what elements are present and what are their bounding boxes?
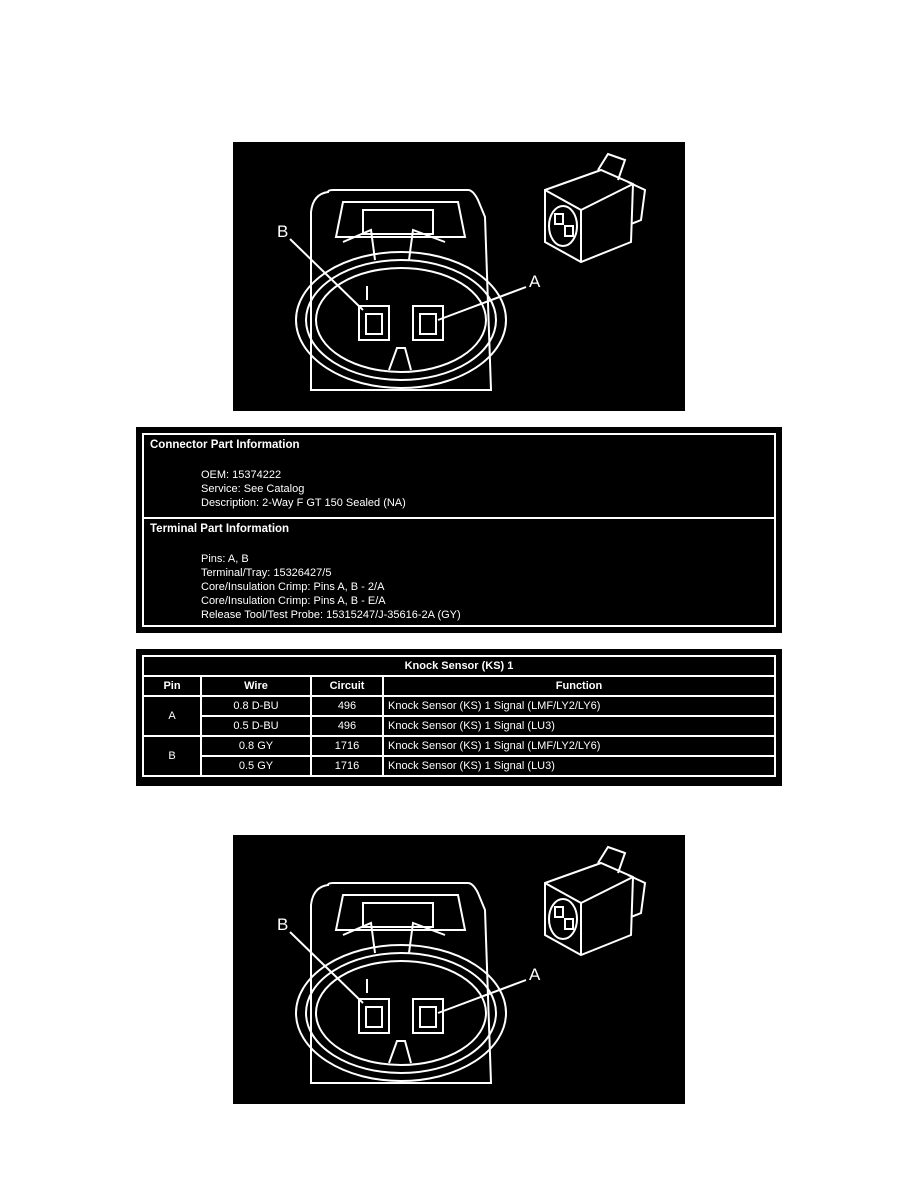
- table-row: [143, 696, 775, 716]
- wire-cell: 0.5 D-BU: [201, 716, 311, 736]
- connector-thumbnail: [545, 154, 645, 262]
- pin-b-label: B: [277, 222, 289, 241]
- connector-oem: OEM: 15374222: [201, 469, 282, 481]
- pin-a-label: A: [529, 272, 541, 291]
- terminal-tray: Terminal/Tray: 15326427/5: [201, 567, 332, 579]
- header-pin: Pin: [143, 676, 201, 696]
- function-cell: Knock Sensor (KS) 1 Signal (LU3): [383, 716, 775, 736]
- terminal-part-information: [144, 517, 774, 627]
- pin-cell: A: [143, 696, 201, 736]
- terminal-crimp-1: Core/Insulation Crimp: Pins A, B - 2/A: [201, 581, 385, 593]
- pin-a-label: A: [529, 965, 541, 984]
- header-wire: Wire: [201, 676, 311, 696]
- wire-cell: 0.8 GY: [201, 736, 311, 756]
- connector-thumbnail: [545, 847, 645, 955]
- table-row: [143, 736, 775, 756]
- circuit-cell: 496: [311, 716, 383, 736]
- terminal-release-tool: Release Tool/Test Probe: 15315247/J-35616-2A (GY): [201, 609, 461, 621]
- connector-drawing: [233, 835, 685, 1104]
- terminal-pins: Pins: A, B: [201, 553, 249, 565]
- terminal-crimp-2: Core/Insulation Crimp: Pins A, B - E/A: [201, 595, 386, 607]
- connector-part-info-title: Connector Part Information: [150, 439, 300, 451]
- connector-face-diagram-top: [233, 142, 685, 411]
- header-function: Function: [383, 676, 775, 696]
- pin-table-title: Knock Sensor (KS) 1: [143, 656, 775, 676]
- function-cell: Knock Sensor (KS) 1 Signal (LMF/LY2/LY6): [383, 736, 775, 756]
- pin-table-panel: [136, 649, 782, 786]
- connector-service: Service: See Catalog: [201, 483, 305, 495]
- table-row: [143, 716, 775, 736]
- circuit-cell: 496: [311, 696, 383, 716]
- pin-table: [142, 655, 776, 777]
- pin-cell: B: [143, 736, 201, 776]
- connector-part-information: [144, 435, 774, 517]
- terminal-part-info-title: Terminal Part Information: [150, 523, 290, 535]
- circuit-cell: 1716: [311, 736, 383, 756]
- circuit-cell: 1716: [311, 756, 383, 776]
- wire-cell: 0.5 GY: [201, 756, 311, 776]
- connector-drawing: [233, 142, 685, 411]
- wire-cell: 0.8 D-BU: [201, 696, 311, 716]
- part-information-panel: [136, 427, 782, 633]
- header-circuit: Circuit: [311, 676, 383, 696]
- table-row: [143, 756, 775, 776]
- function-cell: Knock Sensor (KS) 1 Signal (LU3): [383, 756, 775, 776]
- connector-description: Description: 2-Way F GT 150 Sealed (NA): [201, 497, 406, 509]
- function-cell: Knock Sensor (KS) 1 Signal (LMF/LY2/LY6): [383, 696, 775, 716]
- connector-face-diagram-bottom: [233, 835, 685, 1104]
- pin-b-label: B: [277, 915, 289, 934]
